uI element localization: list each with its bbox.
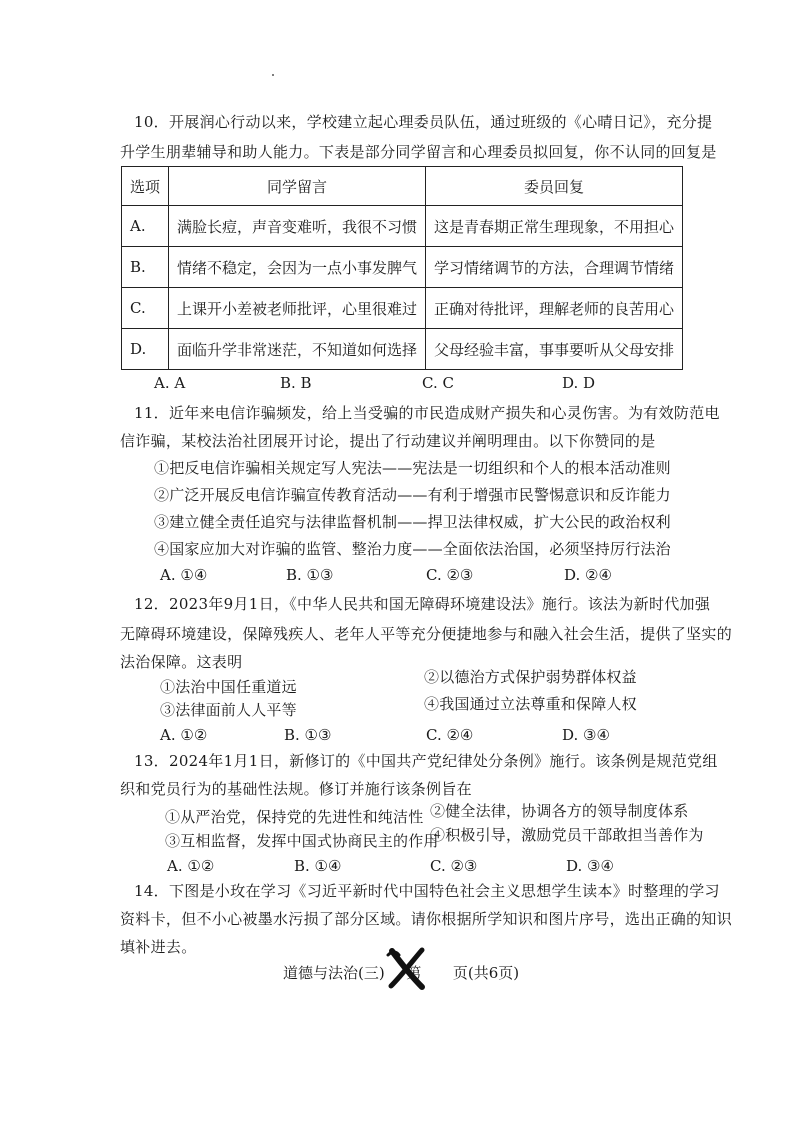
q11-statement-1: ①把反电信诈骗相关规定写人宪法——宪法是一切组织和个人的根本活动准则 — [154, 459, 671, 477]
table-cell-reply: 这是青春期正常生理现象，不用担心 — [426, 206, 683, 247]
q12-option-a[interactable]: A. ①② — [160, 726, 208, 744]
q14-stem-line3: 填补进去。 — [120, 938, 197, 956]
q10-table — [121, 166, 683, 370]
table-cell-reply: 正确对待批评，理解老师的良苦用心 — [426, 288, 683, 329]
table-row — [122, 206, 683, 247]
footer-page-prefix: 第 — [406, 964, 422, 982]
table-cell-option: B. — [122, 247, 169, 288]
q11-statement-3: ③建立健全责任追究与法律监督机制——捍卫法律权威，扩大公民的政治权利 — [154, 513, 671, 531]
q14-stem-line2: 资料卡，但不小心被墨水污损了部分区域。请你根据所学知识和图片序号，选出正确的知识 — [120, 910, 733, 928]
q10-option-a[interactable]: A. A — [154, 374, 186, 392]
q10-option-b[interactable]: B. B — [280, 374, 312, 392]
q12-statement-2: ②以德治方式保护弱势群体权益 — [424, 668, 637, 686]
table-header-row — [122, 167, 683, 206]
table-row — [122, 247, 683, 288]
q12-stem-line2: 无障碍环境建设，保障残疾人、老年人平等充分便捷地参与和融入社会生活，提供了坚实的 — [120, 625, 733, 643]
q10-stem-line2: 升学生朋辈辅导和助人能力。下表是部分同学留言和心理委员拟回复，你不认同的回复是 — [120, 143, 717, 161]
q10-option-c[interactable]: C. C — [422, 374, 454, 392]
table-cell-message: 满脸长痘，声音变难听，我很不习惯 — [169, 206, 426, 247]
q11-option-d[interactable]: D. ②④ — [564, 566, 612, 584]
footer-subject: 道德与法治(三) — [283, 964, 385, 982]
q13-stem-line1: 13．2024年1月1日，新修订的《中国共产党纪律处分条例》施行。该条例是规范党组 — [134, 752, 718, 770]
q12-option-b[interactable]: B. ①③ — [284, 726, 332, 744]
q11-statement-4: ④国家应加大对诈骗的监管、整治力度——全面依法治国，必须坚持厉行法治 — [154, 540, 671, 558]
q11-option-a[interactable]: A. ①④ — [160, 566, 208, 584]
q10-option-d[interactable]: D. D — [562, 374, 596, 392]
q11-statement-2: ②广泛开展反电信诈骗宣传教育活动——有利于增强市民警惕意识和反诈能力 — [154, 486, 671, 504]
q12-statement-1: ①法治中国任重道远 — [160, 678, 297, 696]
q13-statement-1: ①从严治党，保持党的先进性和纯洁性 — [165, 808, 424, 826]
q11-stem-line1: 11．近年来电信诈骗频发，给上当受骗的市民造成财产损失和心灵伤害。为有效防范电 — [134, 404, 720, 422]
table-header-reply: 委员回复 — [426, 167, 683, 206]
q11-option-b[interactable]: B. ①③ — [286, 566, 334, 584]
q14-stem-line1: 14．下图是小玫在学习《习近平新时代中国特色社会主义思想学生读本》时整理的学习 — [134, 882, 720, 900]
q13-option-d[interactable]: D. ③④ — [566, 857, 614, 875]
table-cell-option: D. — [122, 329, 169, 370]
q13-option-a[interactable]: A. ①② — [167, 857, 215, 875]
q10-stem-line1: 10．开展润心行动以来，学校建立起心理委员队伍，通过班级的《心晴日记》，充分提 — [134, 113, 713, 131]
q13-statement-2: ②健全法律，协调各方的领导制度体系 — [430, 802, 689, 820]
table-row — [122, 329, 683, 370]
q13-statement-3: ③互相监督，发挥中国式协商民主的作用 — [165, 832, 439, 850]
q12-statement-3: ③法律面前人人平等 — [160, 701, 297, 719]
q13-option-b[interactable]: B. ①④ — [294, 857, 342, 875]
table-cell-reply: 学习情绪调节的方法，合理调节情绪 — [426, 247, 683, 288]
scan-speck — [272, 74, 274, 76]
q12-option-d[interactable]: D. ③④ — [562, 726, 610, 744]
q12-stem-line1: 12．2023年9月1日，《中华人民共和国无障碍环境建设法》施行。该法为新时代加强 — [134, 595, 711, 613]
q13-stem-line2: 织和党员行为的基础性法规。修订并施行该条例旨在 — [120, 780, 472, 798]
q11-option-c[interactable]: C. ②③ — [426, 566, 474, 584]
table-cell-reply: 父母经验丰富，事事要听从父母安排 — [426, 329, 683, 370]
table-header-message: 同学留言 — [169, 167, 426, 206]
q11-stem-line2: 信诈骗，某校法治社团展开讨论，提出了行动建议并阐明理由。以下你赞同的是 — [120, 432, 656, 450]
table-header-option: 选项 — [122, 167, 169, 206]
table-cell-message: 面临升学非常迷茫，不知道如何选择 — [169, 329, 426, 370]
q12-stem-line3: 法治保障。这表明 — [120, 653, 243, 671]
table-cell-option: C. — [122, 288, 169, 329]
footer-page-suffix: 页(共6页) — [452, 964, 520, 982]
table-cell-message: 情绪不稳定，会因为一点小事发脾气 — [169, 247, 426, 288]
table-row — [122, 288, 683, 329]
q12-statement-4: ④我国通过立法尊重和保障人权 — [424, 695, 637, 713]
table-cell-option: A. — [122, 206, 169, 247]
q13-option-c[interactable]: C. ②③ — [430, 857, 478, 875]
handwritten-x-mark-icon — [384, 945, 430, 991]
table-cell-message: 上课开小差被老师批评，心里很难过 — [169, 288, 426, 329]
q12-option-c[interactable]: C. ②④ — [426, 726, 474, 744]
q13-statement-4: ④积极引导，激励党员干部敢担当善作为 — [430, 826, 704, 844]
